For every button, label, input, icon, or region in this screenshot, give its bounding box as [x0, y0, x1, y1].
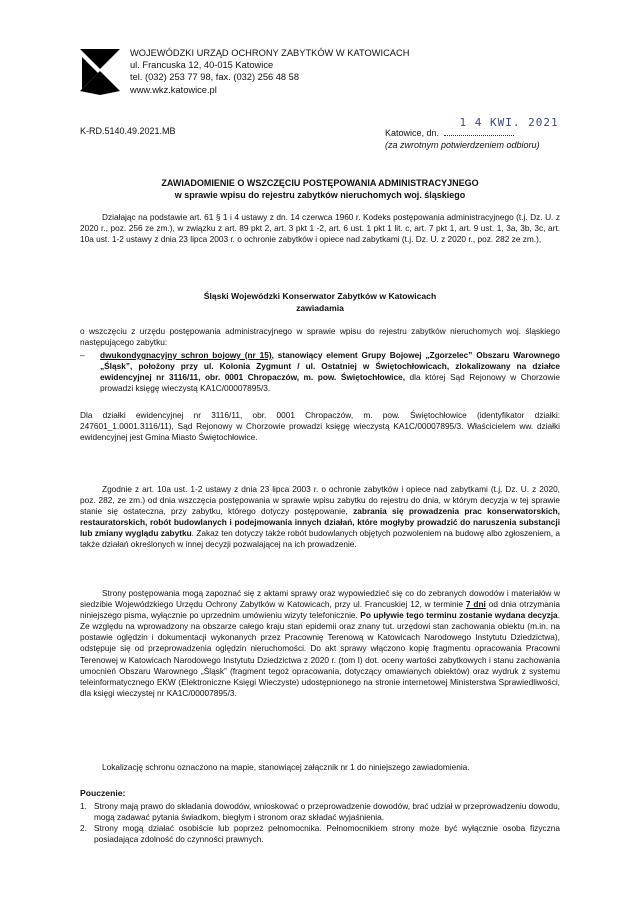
case-reference: K-RD.5140.49.2021.MB	[80, 126, 176, 136]
parties-part-3: . Ze względu na wprowadzony na obszarze całego kraju stan epidemii oraz znany tut. urzędowi stan zachowania obiektu (m.in. na postawie oględzin i dokumentacji wykonanych przez Pracownię Terenową w Katowicach Narodowego Instytutu Dziedzictwa), odstępuje się od przeprowadzenia oględzin nieruchomości. Do akt sprawy włączono kopię fragmentu opracowania Pracowni Terenowej w Katowicach Narodowego Instytutu Dziedzictwa z 2020 r. (tom I) dot. oceny wartości zabytkowych i stanu zachowania umocnień Obszaru Warownego „Śląsk” (fragment tegoż opracowania, dotyczący omawianych obiektów) oraz wydruk z systemu teleinformatycznego EKW (Elektroniczne Księgi Wieczyste) udostępnionego na stronie internetowej Ministerstwa Sprawiedliwości, dla księgi wieczystej nr KA1C/00007895/3.	[80, 610, 560, 698]
office-logo	[80, 45, 120, 95]
legal-basis-paragraph: Działając na podstawie art. 61 § 1 i 4 ustawy z dn. 14 czerwca 1960 r. Kodeks postępowania administracyjnego (t.j. Dz. U. z 2020 r., poz. 256 ze zm.), w związku z art. 89 pkt 2, art. 3 pkt 1 -2, art. 6 ust. 1 pkt 1 lit. c, art. 7 pkt 1, art. 9 ust. 1, 3a, 3b, 3c, art. 10a ust. 1-2 ustawy z dnia 23 lipca 2003 r. o ochronie zabytków i opiece nad zabytkami (t.j. Dz. U. z 2020 r., poz. 282 ze zm.),	[80, 212, 560, 245]
map-note-paragraph: Lokalizację schronu oznaczono na mapie, stanowiącej załącznik nr 1 do niniejszego zawiadomienia.	[102, 762, 470, 772]
instruction-item	[80, 823, 560, 845]
prohibition-bold: zabrania się prowadzenia prac konserwatorskich, restauratorskich, robót budowlanych i podejmowania innych działań, które mogłyby prowadzić do naruszenia substancji lub zmiany wyglądu zabytku	[80, 506, 560, 539]
monument-land-register: dla której Sąd Rejonowy w Chorzowie prowadzi księgę wieczystą KA1C/00007895/3.	[100, 372, 560, 394]
intro-paragraph: o wszczęciu z urzędu postępowania administracyjnego w sprawie wpisu do rejestru zabytków nieruchomych woj. śląskiego następującego zabytku:	[80, 326, 560, 348]
prohibition-after: . Zakaz ten dotyczy także robót budowlanych objętych pozwoleniem na budowę albo zgłoszeniem, a także działań określonych w innej decyzji pozwalającej na ich prowadzenie.	[80, 528, 560, 550]
authority-name: Śląski Wojewódzki Konserwator Zabytków w Katowicach	[203, 291, 437, 301]
monument-details: , stanowiący element Grupy Bojowej „Zgorzelec” Obszaru Warownego „Śląsk”, położony przy ul. Kolonia Zygmunt / ul. Ostatniej w Świętochłowicach, zlokalizowany na działce ewidencyjnej nr 3116/11, obr. 0001 Chropaczów, m. pow. Świętochłowice,	[100, 350, 560, 383]
office-website: www.wkz.katowice.pl	[130, 84, 217, 95]
title-line-2: w sprawie wpisu do rejestru zabytków nieruchomych woj. śląskiego	[174, 189, 466, 200]
instruction-text: Strony mogą działać osobiście lub poprzez pełnomocnika. Pełnomocnikiem strony może być wyłącznie osoba fizyczna posiadająca zdolność do czynności prawnych.	[94, 823, 560, 845]
date-prefix: Katowice, dn.	[385, 128, 440, 138]
parties-part-2: od dnia otrzymania niniejszego pisma, wyłącznie po uprzednim umówieniu wizyty telefonicznie.	[80, 599, 560, 621]
prohibition-before: Zgodnie z art. 10a ust. 1-2 ustawy z dnia 23 lipca 2003 r. o ochronie zabytków i opiece nad zabytkami (t.j. Dz. U. z 2020, poz. 282, ze zm.) od dnia wszczęcia postępowania w sprawie wpisu zabytku do rejestru do dnia, w którym decyzja w tej sprawie stanie się ostateczna, przy zabytku, którego dotyczy postępowanie,	[80, 484, 560, 517]
parties-paragraph	[80, 588, 560, 699]
parcel-info-paragraph: Dla działki ewidencyjnej nr 3116/11, obr. 0001 Chropaczów, m. pow. Świętochłowice (identyfikator działki: 247601_1.0001.3116/11), Sąd Rejonowy w Chorzowie prowadzi księgę wieczystą KA1C/00007895/3. Właścicielem ww. działki ewidencyjnej jest Gmina Miasto Świętochłowice.	[80, 410, 560, 443]
monument-item	[80, 350, 560, 394]
office-name: WOJEWÓDZKI URZĄD OCHRONY ZABYTKÓW W KATOWICACH	[130, 48, 410, 58]
dash-bullet: –	[80, 350, 85, 360]
authority-block	[80, 291, 560, 314]
instruction-text: Strony mają prawo do składania dowodów, wnioskować o przeprowadzenie dowodów, brać udział w przeprowadzeniu dowodu, mogą zadawać pytania świadkom, biegłym i stronom oraz składać wyjaśnienia.	[94, 801, 560, 823]
monument-description	[100, 350, 560, 394]
title-line-1: ZAWIADOMIENIE O WSZCZĘCIU POSTĘPOWANIA ADMINISTRACYJNEGO	[161, 178, 479, 188]
instruction-heading: Pouczenie:	[80, 788, 126, 798]
logo-emblem-icon	[80, 45, 120, 95]
instruction-number: 1.	[80, 801, 87, 811]
instruction-number: 2.	[80, 823, 87, 834]
date-stamp: 1 4 KWI. 2021	[459, 116, 559, 129]
authority-action: zawiadamia	[296, 302, 344, 313]
date-field	[444, 116, 559, 136]
letterhead	[130, 47, 409, 96]
receipt-note: (za zwrotnym potwierdzeniem odbioru)	[385, 140, 540, 150]
instruction-item	[80, 801, 560, 823]
parties-part-1: Strony postępowania mogą zapoznać się z aktami sprawy oraz wypowiedzieć się co do zebranych dowodów i materiałów w siedzibie Wojewódzkiego Urzędu Ochrony Zabytków w Katowicach, przy ul. Francuskiej 12, w terminie	[80, 588, 560, 610]
date-line	[385, 116, 559, 139]
decision-notice: Po upływie tego terminu zostanie wydana decyzja	[360, 610, 558, 621]
instruction-list	[80, 801, 560, 845]
deadline-days: 7 dni	[465, 599, 486, 610]
office-address: ul. Francuska 12, 40-015 Katowice	[130, 60, 274, 71]
document-title	[80, 178, 560, 201]
prohibition-paragraph	[80, 484, 560, 551]
office-phone: tel. (032) 253 77 98, fax. (032) 256 48 58	[130, 72, 300, 83]
monument-name: dwukondygnacyjny schron bojowy (nr 15)	[100, 350, 272, 360]
